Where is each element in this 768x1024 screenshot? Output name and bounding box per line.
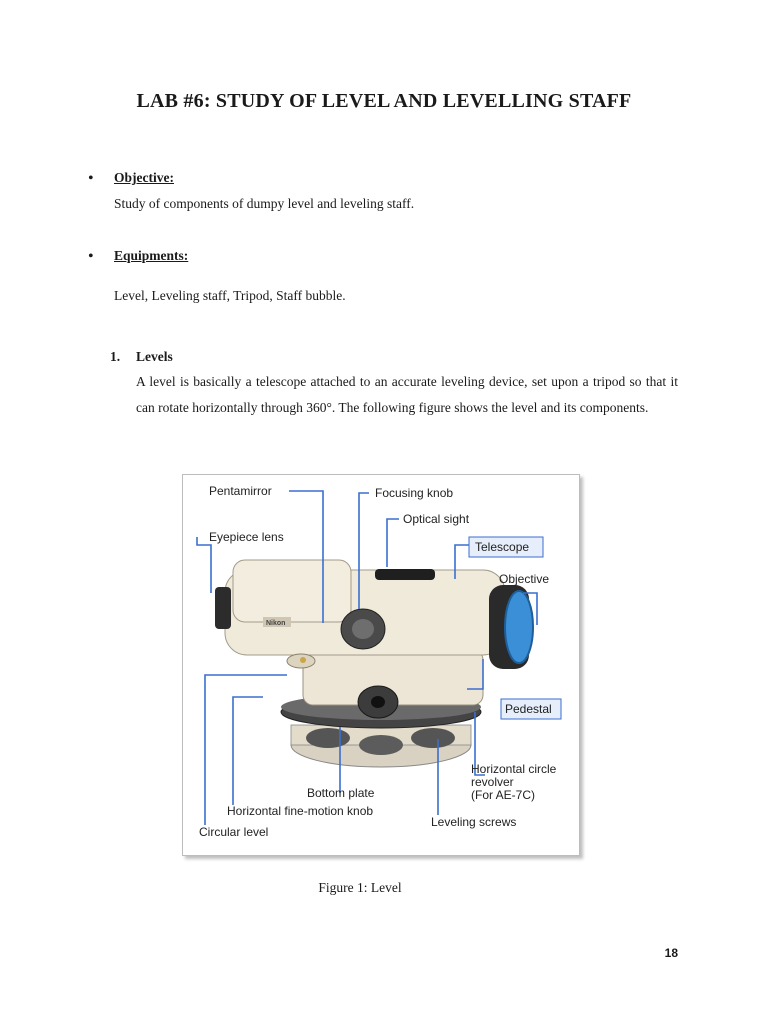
- label-pentamirror: Pentamirror: [209, 484, 272, 498]
- objective-heading: Objective:: [114, 170, 174, 185]
- objective-lens: [505, 591, 533, 663]
- label-horizontal-circle-3: (For AE-7C): [471, 788, 536, 802]
- label-focusing-knob: Focusing knob: [375, 486, 454, 500]
- levels-number: 1.: [110, 349, 121, 364]
- leveling-screw-mid: [359, 735, 403, 755]
- figure-level: [182, 474, 580, 856]
- optical-sight-shape: [375, 569, 435, 580]
- label-objective: Objective: [499, 572, 550, 586]
- levels-heading: [110, 349, 173, 365]
- leveling-screw-right: [411, 728, 455, 748]
- levels-body-text: A level is basically a telescope attached to an accurate leveling device, set upon a tripod so that it can rotate horizontally through 360°. The following figure shows the level and its components.: [136, 374, 678, 415]
- pentamirror-housing: [233, 560, 351, 622]
- label-horizontal-circle-2: revolver: [471, 775, 514, 789]
- label-circular-level: Circular level: [199, 825, 269, 839]
- bullet-objective: •: [88, 170, 94, 187]
- label-eyepiece-lens: Eyepiece lens: [209, 530, 284, 544]
- leveling-screw-left: [306, 728, 350, 748]
- equipments-text: Level, Leveling staff, Tripod, Staff bubble.: [114, 288, 346, 303]
- label-horizontal-circle-1: Horizontal circle: [471, 762, 557, 776]
- figure-caption: Figure 1: Level: [318, 880, 402, 895]
- label-telescope: Telescope: [475, 540, 530, 554]
- level-diagram: [183, 475, 579, 855]
- label-optical-sight: Optical sight: [403, 512, 470, 526]
- brand-text: Nikon: [266, 620, 286, 627]
- label-leveling-screws: Leveling screws: [431, 815, 517, 829]
- label-pedestal: Pedestal: [505, 702, 552, 716]
- objective-text: Study of components of dumpy level and leveling staff.: [114, 196, 415, 211]
- levels-heading-text: Levels: [136, 349, 173, 364]
- equipments-heading: Equipments:: [114, 248, 189, 263]
- page-number: 18: [664, 946, 678, 960]
- page-title: LAB #6: STUDY OF LEVEL AND LEVELLING STAFF: [136, 90, 632, 112]
- eyepiece-shape: [215, 587, 231, 629]
- label-fine-motion-knob: Horizontal fine-motion knob: [227, 804, 374, 818]
- label-bottom-plate: Bottom plate: [307, 786, 375, 800]
- bullet-equipments: •: [88, 248, 94, 265]
